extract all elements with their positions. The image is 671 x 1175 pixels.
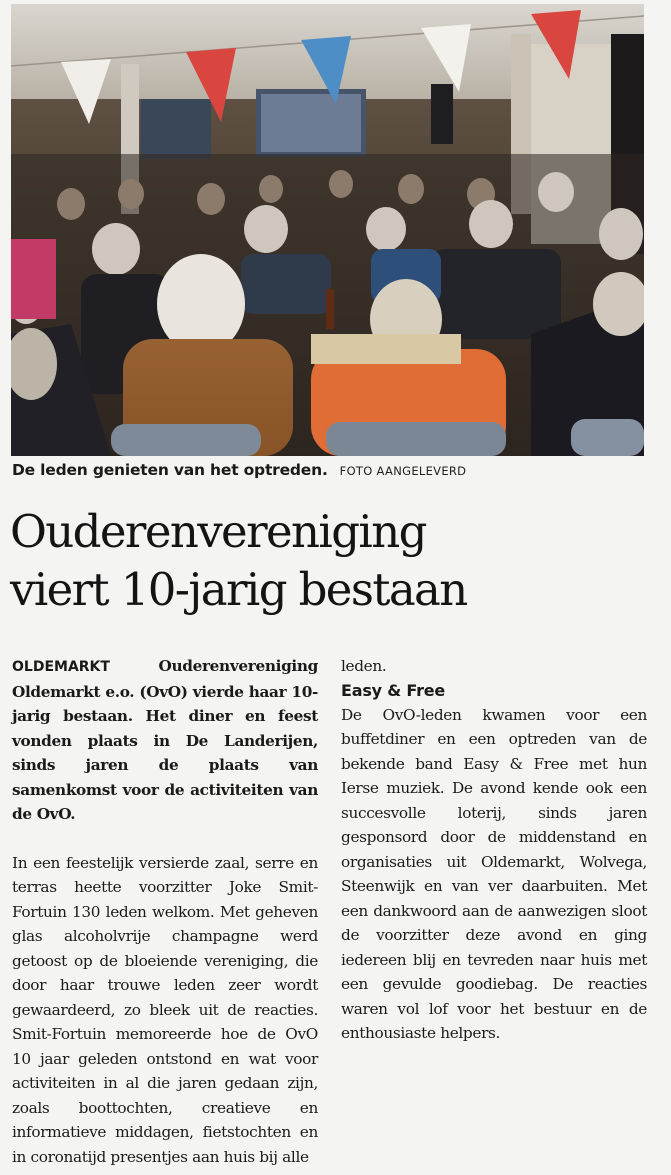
headline-line-2: viert 10-jarig bestaan	[10, 563, 467, 616]
audience-photo	[11, 4, 644, 456]
caption-text: De leden genieten van het optreden.	[12, 461, 328, 479]
body-paragraph-2: De OvO-leden kwamen voor een buffetdiner en een optreden van de bekende band Easy & Free met hun Ierse muziek. De avond kende ook een succesvolle loterij, sinds jaren gesponsord door de middenstand en organisaties uit Oldemarkt, Wolvega, Steenwijk en van ver daarbuiten. Met een dankwoord aan de aanwezigen sloot de voorzitter deze avond en ging iedereen blij en tevreden naar huis met een gevulde goodiebag. De reacties waren vol lof voor het bestuur en de enthousiaste helpers.	[341, 705, 647, 1042]
lead-text: Ouderenvereniging Oldemarkt e.o. (OvO) vierde haar 10-jarig bestaan. Het diner en feest vonden plaats in De Landerijen, sinds jaren de plaats van samenkomst voor de activiteiten van de OvO.	[12, 657, 318, 823]
article-subhead: Easy & Free	[341, 680, 446, 700]
article-column-left	[12, 654, 318, 1169]
photo-credit: FOTO AANGELEVERD	[339, 464, 467, 478]
article-column-right	[341, 654, 647, 1046]
headline-line-1: Ouderenvereniging	[10, 505, 426, 558]
body-paragraph-1: In een feestelijk versierde zaal, serre en terras heette voorzitter Joke Smit-Fortuin 130 leden welkom. Met geheven glas alcoholvrije champagne werd getoost op de bloeiende vereniging, die door haar trouwe leden zeer wordt gewaardeerd, zo bleek uit de reacties. Smit-Fortuin memoreerde hoe de OvO 10 jaar geleden ontstond en wat voor activiteiten in al die jaren gedaan zijn, zoals boottochten, creatieve en informatieve middagen, fietstochten en in coronatijd presentjes aan huis bij alle	[12, 853, 318, 1166]
body-paragraph-1-continued: leden.	[341, 657, 387, 675]
article-lead	[12, 654, 318, 827]
dateline: OLDEMARKT	[12, 659, 110, 675]
photo-caption	[12, 461, 652, 479]
article-headline	[10, 503, 660, 619]
article-photo	[11, 4, 644, 456]
